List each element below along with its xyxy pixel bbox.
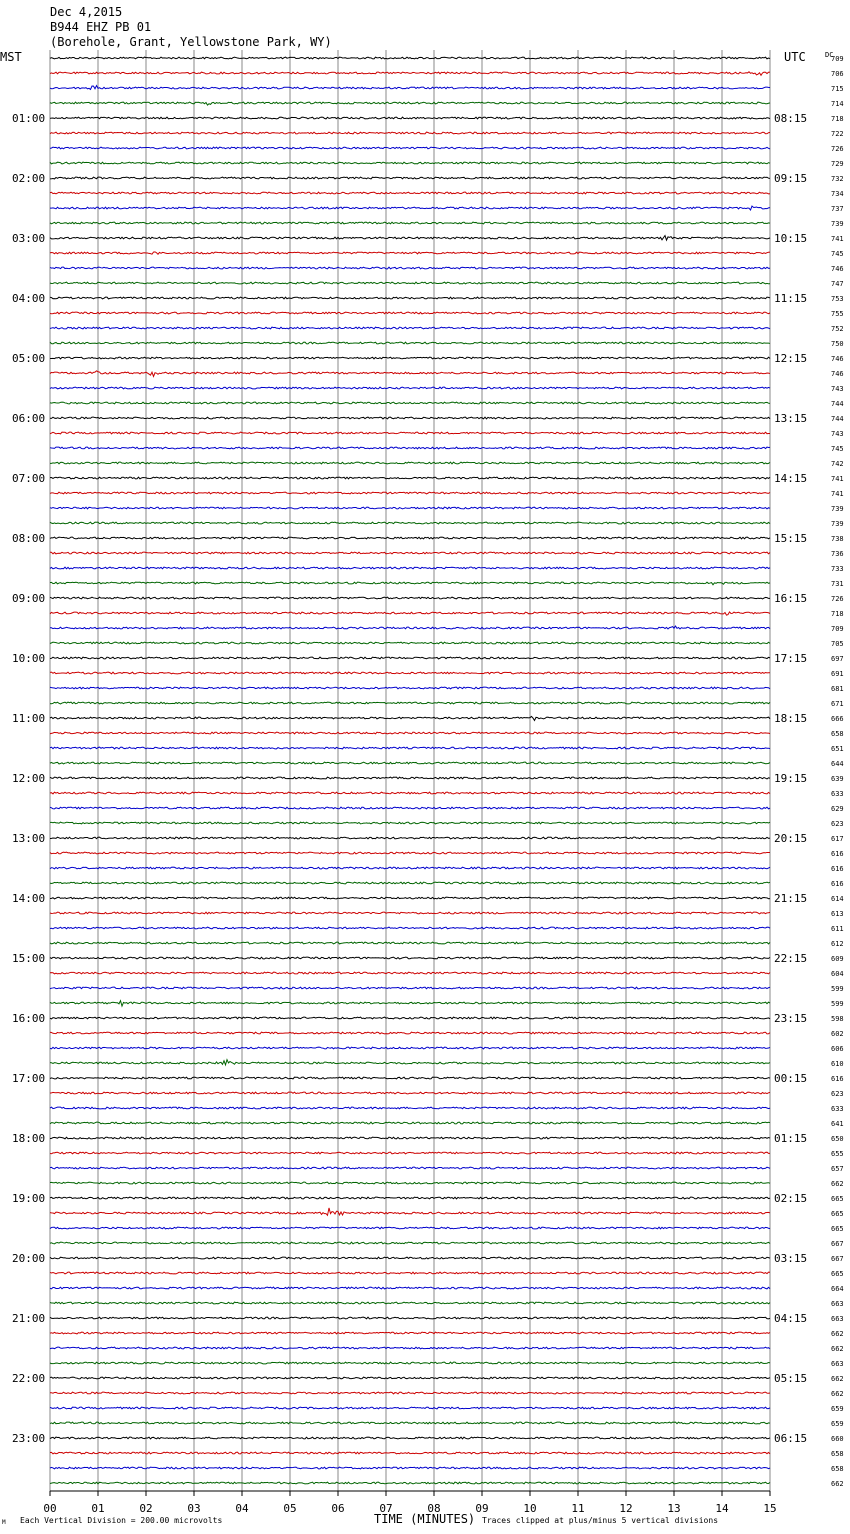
dc-offset-value: 658: [831, 730, 844, 738]
dc-offset-value: 691: [831, 670, 844, 678]
dc-offset-value: 662: [831, 1375, 844, 1383]
left-hour-label: 01:00: [12, 112, 46, 125]
left-hour-label: 20:00: [12, 1252, 46, 1265]
dc-offset-value: 709: [831, 55, 844, 63]
dc-offset-value: 664: [831, 1285, 844, 1293]
seismic-trace: [50, 732, 770, 734]
minute-grid: [50, 50, 770, 1491]
dc-offset-value: 623: [831, 820, 844, 828]
seismic-trace: [50, 312, 770, 314]
dc-offset-value: 663: [831, 1360, 844, 1368]
dc-offset-value: 752: [831, 325, 844, 333]
seismic-trace: [50, 657, 770, 659]
dc-offset-value: 665: [831, 1210, 844, 1218]
x-tick-label: 00: [43, 1502, 57, 1515]
dc-offset-value: 665: [831, 1270, 844, 1278]
dc-offset-value: 705: [831, 640, 844, 648]
dc-offset-value: 609: [831, 955, 844, 963]
left-timezone-label: MST: [0, 50, 22, 64]
seismic-trace: [50, 1197, 770, 1199]
right-hour-label: 11:15: [774, 292, 808, 305]
seismic-trace: [50, 1182, 770, 1184]
seismic-trace: [50, 702, 770, 704]
dc-offset-value: 633: [831, 790, 844, 798]
right-hour-label: 19:15: [774, 772, 808, 785]
dc-offset-value: 612: [831, 940, 844, 948]
seismic-trace: [50, 1422, 770, 1424]
dc-offset-value: 662: [831, 1330, 844, 1338]
dc-offset-value: 616: [831, 850, 844, 858]
seismic-trace: [50, 852, 770, 854]
dc-offset-value: 718: [831, 115, 844, 123]
seismic-trace: [50, 342, 770, 344]
seismic-trace: [50, 177, 770, 179]
dc-offset-value: 667: [831, 1255, 844, 1263]
dc-offset-value: 666: [831, 715, 844, 723]
seismic-trace: [50, 432, 770, 434]
dc-offset-value: 746: [831, 355, 844, 363]
dc-offset-value: 611: [831, 925, 844, 933]
dc-offset-value: 599: [831, 1000, 844, 1008]
seismic-trace: [50, 1332, 770, 1334]
dc-offset-value: 706: [831, 70, 844, 78]
dc-offset-value: 659: [831, 1405, 844, 1413]
x-tick-label: 06: [331, 1502, 345, 1515]
dc-offset-value: 739: [831, 520, 844, 528]
seismic-trace: [50, 1017, 770, 1019]
x-tick-label: 15: [763, 1502, 777, 1515]
seismic-trace: [50, 912, 770, 914]
dc-offset-value: 604: [831, 970, 844, 978]
dc-offset-value: 617: [831, 835, 844, 843]
seismic-trace: [50, 1001, 770, 1006]
seismic-trace: [50, 1107, 770, 1109]
dc-offset-value: 629: [831, 805, 844, 813]
dc-offset-value: 665: [831, 1225, 844, 1233]
seismic-trace: [50, 162, 770, 164]
dc-offset-value: 741: [831, 475, 844, 483]
dc-offset-value: 663: [831, 1300, 844, 1308]
left-hour-label: 02:00: [12, 172, 46, 185]
seismic-trace: [50, 147, 770, 149]
right-hour-label: 12:15: [774, 352, 808, 365]
dc-offset-value: 741: [831, 490, 844, 498]
seismic-trace: [50, 747, 770, 749]
dc-offset-value: 658: [831, 1465, 844, 1473]
left-hour-label: 08:00: [12, 532, 46, 545]
dc-offset-value: 599: [831, 985, 844, 993]
right-hour-label: 14:15: [774, 472, 808, 485]
dc-offset-value: 744: [831, 415, 844, 423]
left-hour-label: 07:00: [12, 472, 46, 485]
seismic-trace: [50, 387, 770, 389]
seismic-trace: [50, 942, 770, 944]
dc-offset-value: 606: [831, 1045, 844, 1053]
footer-mark: M: [2, 1519, 6, 1526]
dc-offset-value: 753: [831, 295, 844, 303]
x-tick-label: 11: [571, 1502, 585, 1515]
seismic-trace: [50, 507, 770, 509]
dc-offset-value: 747: [831, 280, 844, 288]
seismic-trace: [50, 672, 770, 674]
seismic-trace: [50, 1077, 770, 1079]
right-hour-label: 16:15: [774, 592, 808, 605]
seismic-trace: [50, 687, 770, 689]
seismic-trace: [50, 716, 770, 720]
seismic-trace: [50, 927, 770, 929]
seismic-trace: [50, 972, 770, 974]
seismic-trace: [50, 762, 770, 764]
x-tick-label: 10: [523, 1502, 537, 1515]
header-date: Dec 4,2015: [50, 5, 123, 19]
seismic-trace: [50, 1137, 770, 1139]
dc-offset-value: 746: [831, 265, 844, 273]
seismic-trace: [50, 1242, 770, 1244]
x-tick-label: 03: [187, 1502, 201, 1515]
seismic-trace: [50, 267, 770, 269]
right-hour-label: 03:15: [774, 1252, 808, 1265]
seismic-trace: [50, 102, 770, 105]
dc-offset-value: 697: [831, 655, 844, 663]
dc-offset-value: 726: [831, 595, 844, 603]
seismic-trace: [50, 1227, 770, 1229]
seismic-trace: [50, 477, 770, 479]
right-timezone-label: UTC: [784, 50, 806, 64]
dc-offset-value: 613: [831, 910, 844, 918]
right-hour-label: 10:15: [774, 232, 808, 245]
seismic-trace: [50, 1092, 770, 1094]
seismic-trace: [50, 1467, 770, 1469]
dc-offset-value: 616: [831, 865, 844, 873]
left-hour-label: 17:00: [12, 1072, 46, 1085]
dc-offset-value: 741: [831, 235, 844, 243]
x-tick-label: 07: [379, 1502, 393, 1515]
dc-offset-value: 644: [831, 760, 844, 768]
dc-offset-value: 681: [831, 685, 844, 693]
seismic-trace: [50, 132, 770, 134]
dc-offset-value: 651: [831, 745, 844, 753]
seismic-trace: [50, 882, 770, 884]
seismic-trace: [50, 822, 770, 824]
dc-offset-value: 739: [831, 220, 844, 228]
seismic-trace: [50, 402, 770, 404]
header-station: B944 EHZ PB 01: [50, 20, 152, 34]
dc-offset-value: 662: [831, 1390, 844, 1398]
seismic-trace: [50, 567, 770, 569]
left-hour-label: 15:00: [12, 952, 46, 965]
left-hour-label: 14:00: [12, 892, 46, 905]
dc-offset-value: 746: [831, 370, 844, 378]
dc-offset-value: 660: [831, 1435, 844, 1443]
dc-offset-value: 616: [831, 1075, 844, 1083]
seismic-trace: [50, 1347, 770, 1349]
dc-offset-value: 743: [831, 430, 844, 438]
x-tick-label: 02: [139, 1502, 153, 1515]
seismic-trace: [50, 1122, 770, 1124]
right-hour-label: 21:15: [774, 892, 808, 905]
dc-offset-header: DC: [825, 51, 834, 59]
seismic-trace: [50, 1317, 770, 1319]
seismic-trace: [50, 252, 770, 254]
seismic-trace: [50, 417, 770, 419]
left-hour-label: 09:00: [12, 592, 46, 605]
dc-offset-value: 655: [831, 1150, 844, 1158]
seismic-trace: [50, 1257, 770, 1259]
dc-offset-value: 650: [831, 1135, 844, 1143]
dc-offset-value: 750: [831, 340, 844, 348]
dc-offset-value: 709: [831, 625, 844, 633]
x-tick-label: 13: [667, 1502, 681, 1515]
left-hour-label: 16:00: [12, 1012, 46, 1025]
seismic-trace: [50, 357, 770, 359]
seismic-trace: [50, 1452, 770, 1454]
x-tick-label: 04: [235, 1502, 249, 1515]
right-hour-label: 09:15: [774, 172, 808, 185]
right-hour-label: 13:15: [774, 412, 808, 425]
dc-offset-value: 736: [831, 550, 844, 558]
seismic-trace: [50, 642, 770, 644]
seismic-trace: [50, 1377, 770, 1379]
seismic-trace: [50, 867, 770, 869]
right-hour-label: 02:15: [774, 1192, 808, 1205]
dc-offset-value: 745: [831, 445, 844, 453]
x-tick-label: 12: [619, 1502, 633, 1515]
right-hour-label: 00:15: [774, 1072, 808, 1085]
seismic-trace: [50, 626, 770, 629]
seismic-trace: [50, 297, 770, 299]
dc-offset-value: 743: [831, 385, 844, 393]
x-tick-label: 05: [283, 1502, 297, 1515]
left-hour-label: 10:00: [12, 652, 46, 665]
seismic-trace: [50, 1167, 770, 1169]
dc-offset-value: 633: [831, 1105, 844, 1113]
seismic-trace: [50, 1152, 770, 1154]
seismic-trace: [50, 1407, 770, 1409]
left-hour-label: 05:00: [12, 352, 46, 365]
dc-offset-value: 614: [831, 895, 844, 903]
dc-offset-value: 662: [831, 1180, 844, 1188]
left-hour-label: 03:00: [12, 232, 46, 245]
seismic-trace: [50, 1392, 770, 1394]
x-axis-title: TIME (MINUTES): [374, 1512, 476, 1526]
seismic-trace: [50, 86, 770, 90]
x-tick-label: 08: [427, 1502, 441, 1515]
seismic-trace: [50, 987, 770, 989]
left-hour-label: 23:00: [12, 1432, 46, 1445]
right-hour-label: 01:15: [774, 1132, 808, 1145]
left-hour-label: 21:00: [12, 1312, 46, 1325]
x-tick-label: 09: [475, 1502, 489, 1515]
dc-offset-value: 623: [831, 1090, 844, 1098]
dc-offset-value: 657: [831, 1165, 844, 1173]
right-hour-label: 05:15: [774, 1372, 808, 1385]
seismic-trace: [50, 1272, 770, 1274]
dc-offset-value: 739: [831, 505, 844, 513]
dc-offset-value: 729: [831, 160, 844, 168]
left-hour-label: 11:00: [12, 712, 46, 725]
seismic-trace: [50, 282, 770, 284]
dc-offset-value: 722: [831, 130, 844, 138]
right-hour-label: 06:15: [774, 1432, 808, 1445]
right-hour-label: 04:15: [774, 1312, 808, 1325]
seismic-trace: [50, 1032, 770, 1034]
right-hour-label: 23:15: [774, 1012, 808, 1025]
dc-offset-value: 737: [831, 205, 844, 213]
dc-offset-value: 742: [831, 460, 844, 468]
dc-offset-value: 616: [831, 880, 844, 888]
right-hour-label: 22:15: [774, 952, 808, 965]
seismic-trace: [50, 957, 770, 959]
x-tick-label: 01: [91, 1502, 105, 1515]
right-hour-label: 15:15: [774, 532, 808, 545]
seismic-trace: [50, 72, 770, 76]
right-hour-label: 18:15: [774, 712, 808, 725]
seismic-trace: [50, 597, 770, 599]
seismic-trace: [50, 897, 770, 899]
seismic-trace: [50, 612, 770, 615]
left-hour-label: 19:00: [12, 1192, 46, 1205]
dc-offset-value: 671: [831, 700, 844, 708]
seismic-trace: [50, 236, 770, 241]
dc-offset-value: 732: [831, 175, 844, 183]
seismic-trace: [50, 837, 770, 839]
dc-offset-value: 639: [831, 775, 844, 783]
dc-offset-value: 755: [831, 310, 844, 318]
seismic-trace: [50, 1362, 770, 1364]
seismic-trace: [50, 537, 770, 539]
dc-offset-value: 745: [831, 250, 844, 258]
dc-offset-value: 598: [831, 1015, 844, 1023]
vertical-division-note: Each Vertical Division = 200.00 microvolts: [20, 1516, 223, 1525]
clip-note: Traces clipped at plus/minus 5 vertical divisions: [482, 1516, 719, 1525]
x-tick-label: 14: [715, 1502, 729, 1515]
seismic-trace: [50, 552, 770, 554]
seismic-trace: [50, 117, 770, 119]
seismic-trace: [50, 1482, 770, 1484]
dc-offset-value: 738: [831, 535, 844, 543]
dc-offset-value: 726: [831, 145, 844, 153]
right-hour-label: 08:15: [774, 112, 808, 125]
dc-offset-value: 662: [831, 1345, 844, 1353]
seismic-trace: [50, 462, 770, 464]
dc-offset-value: 667: [831, 1240, 844, 1248]
seismic-trace: [50, 192, 770, 194]
seismic-trace: [50, 492, 770, 494]
seismic-trace: [50, 582, 770, 585]
seismic-trace: [50, 222, 770, 224]
right-hour-label: 17:15: [774, 652, 808, 665]
dc-offset-labels: [831, 55, 844, 1488]
seismic-trace: [50, 206, 770, 210]
seismic-trace: [50, 57, 770, 59]
left-hour-label: 13:00: [12, 832, 46, 845]
seismic-trace: [50, 371, 770, 377]
seismic-trace: [50, 1208, 770, 1215]
left-hour-label: 22:00: [12, 1372, 46, 1385]
right-hour-label: 20:15: [774, 832, 808, 845]
dc-offset-value: 665: [831, 1195, 844, 1203]
dc-offset-value: 718: [831, 610, 844, 618]
dc-offset-value: 734: [831, 190, 844, 198]
dc-offset-value: 731: [831, 580, 844, 588]
dc-offset-value: 658: [831, 1450, 844, 1458]
seismic-trace: [50, 807, 770, 809]
dc-offset-value: 733: [831, 565, 844, 573]
dc-offset-value: 602: [831, 1030, 844, 1038]
trace-group: [50, 57, 770, 1484]
left-hour-label: 18:00: [12, 1132, 46, 1145]
seismic-trace: [50, 447, 770, 449]
seismic-trace: [50, 1302, 770, 1304]
dc-offset-value: 663: [831, 1315, 844, 1323]
dc-offset-value: 715: [831, 85, 844, 93]
seismic-trace: [50, 1060, 770, 1065]
seismic-trace: [50, 1437, 770, 1439]
dc-offset-value: 610: [831, 1060, 844, 1068]
seismic-trace: [50, 522, 770, 524]
dc-offset-value: 714: [831, 100, 844, 108]
left-hour-label: 06:00: [12, 412, 46, 425]
dc-offset-value: 744: [831, 400, 844, 408]
seismic-trace: [50, 1287, 770, 1289]
left-hour-label: 04:00: [12, 292, 46, 305]
header-location: (Borehole, Grant, Yellowstone Park, WY): [50, 35, 332, 49]
left-hour-label: 12:00: [12, 772, 46, 785]
seismic-trace: [50, 327, 770, 329]
seismic-trace: [50, 777, 770, 779]
seismic-trace: [50, 1047, 770, 1049]
dc-offset-value: 659: [831, 1420, 844, 1428]
seismic-trace: [50, 792, 770, 794]
dc-offset-value: 662: [831, 1480, 844, 1488]
dc-offset-value: 641: [831, 1120, 844, 1128]
